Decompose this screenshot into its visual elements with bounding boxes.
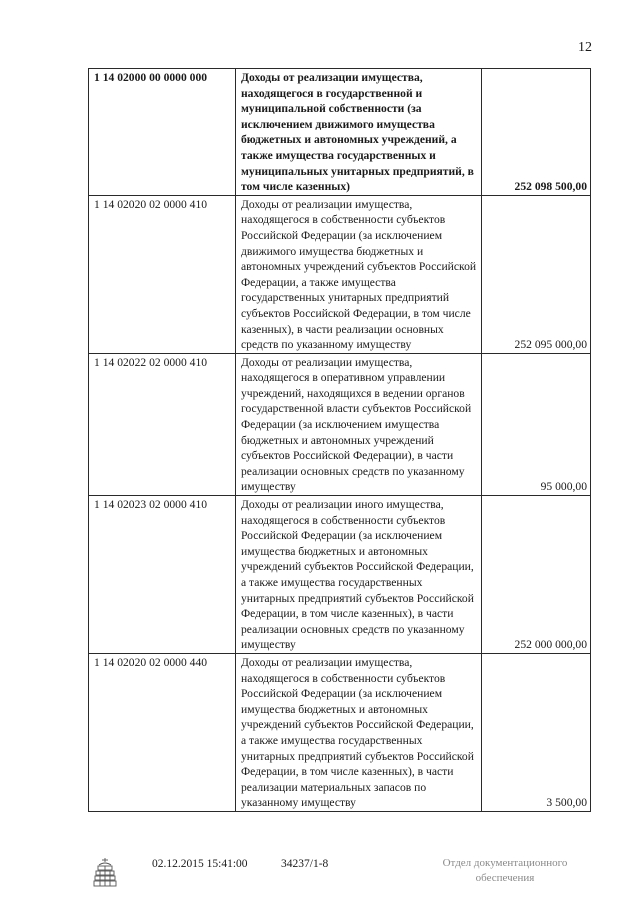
row-name: Доходы от реализации имущества, находящегося в собственности субъектов Российской Федерации (за исключением имущества бюджетных и автономных учреждений субъектов Российской Федерации, а также имущества государственных унитарных предприятий субъектов Российской Федерации, в том числе казенных), в части реализации материальных запасов по указанному имуществу (236, 653, 482, 811)
row-code: 1 14 02000 00 0000 000 (89, 69, 236, 196)
row-name: Доходы от реализации имущества, находящегося в собственности субъектов Российской Федерации (за исключением движимого имущества бюджетных и автономных учреждений субъектов Российской Федерации, а также имущества государственных унитарных предприятий субъектов Российской Федерации, в том числе казенных), в части реализации основных средств по указанному имуществу (236, 195, 482, 353)
row-name: Доходы от реализации имущества, находящегося в государственной и муниципальной собственности (за исключением движимого имущества бюджетных и автономных учреждений, а также имущества государственных и муниципальных унитарных предприятий, в том числе казенных) (236, 69, 482, 196)
revenue-table (88, 68, 591, 812)
row-amount: 252 098 500,00 (482, 69, 591, 196)
registration-timestamp: 02.12.2015 15:41:00 (152, 858, 248, 870)
page-number: 12 (578, 40, 592, 55)
row-amount: 252 000 000,00 (482, 496, 591, 654)
table-row (89, 69, 591, 196)
table-row (89, 653, 591, 811)
department-line-2: обеспечения (475, 872, 535, 884)
row-amount: 3 500,00 (482, 653, 591, 811)
department-stamp (420, 856, 590, 886)
registration-number: 34237/1-8 (281, 858, 329, 870)
table-row (89, 496, 591, 654)
row-amount: 252 095 000,00 (482, 195, 591, 353)
department-line-1: Отдел документационного (442, 857, 568, 869)
row-name: Доходы от реализации имущества, находящегося в оперативном управлении учреждений, находящихся в ведении органов государственной власти субъектов Российской Федерации (за исключением имущества бюджетных и автономных учреждений субъектов Российской Федерации), в части реализации основных средств по указанному имуществу (236, 353, 482, 495)
row-code: 1 14 02023 02 0000 410 (89, 496, 236, 654)
row-code: 1 14 02022 02 0000 410 (89, 353, 236, 495)
coat-of-arms-icon (92, 856, 118, 888)
row-name: Доходы от реализации иного имущества, находящегося в собственности субъектов Российской Федерации (за исключением имущества бюджетных и автономных учреждений субъектов Российской Федерации, а также имущества государственных унитарных предприятий субъектов Российской Федерации, в том числе казенных), в части реализации основных средств по указанному имуществу (236, 496, 482, 654)
row-code: 1 14 02020 02 0000 410 (89, 195, 236, 353)
page-footer (0, 858, 640, 898)
row-amount: 95 000,00 (482, 353, 591, 495)
table-row (89, 353, 591, 495)
row-code: 1 14 02020 02 0000 440 (89, 653, 236, 811)
table-row (89, 195, 591, 353)
